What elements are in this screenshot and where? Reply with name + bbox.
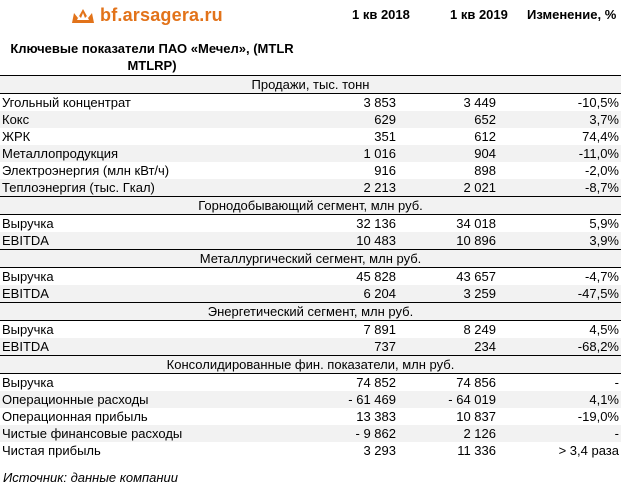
row-label: Выручка (0, 215, 298, 233)
row-label: Угольный концентрат (0, 94, 298, 112)
value-2018: 32 136 (298, 215, 398, 233)
row-label: EBITDA (0, 338, 298, 356)
row-label: Кокс (0, 111, 298, 128)
value-2019: 11 336 (457, 443, 496, 458)
table-row (0, 408, 621, 425)
value-2018: 629 (298, 111, 398, 128)
change-value: - (498, 374, 621, 392)
site-logo (70, 5, 223, 26)
value-2019: 8 249 (398, 321, 498, 339)
section-label: Энергетический сегмент, млн руб. (0, 303, 621, 321)
table-row (0, 285, 621, 303)
value-2019: 234 (398, 338, 498, 356)
source-note: Источник: данные компании (3, 470, 179, 485)
change-value: > 3,4 раза (558, 443, 619, 458)
value-2018: 74 852 (298, 374, 398, 392)
row-label: Выручка (0, 268, 298, 286)
table-row (0, 94, 621, 112)
change-value: 3,7% (498, 111, 621, 128)
section-label: Продажи, тыс. тонн (0, 76, 621, 94)
value-2019: 612 (474, 129, 496, 144)
value-2019: 10 896 (398, 232, 498, 250)
table-row (0, 232, 621, 250)
value-2019: 3 259 (398, 285, 498, 303)
value-2018: 1 016 (298, 145, 398, 162)
table-row (0, 215, 621, 233)
change-value: -10,5% (498, 94, 621, 112)
change-value: -2,0% (585, 163, 619, 178)
table-title: Ключевые показатели ПАО «Мечел», (MTLR MTLRP) (10, 41, 294, 73)
change-value: -8,7% (498, 179, 621, 197)
table-row (0, 374, 621, 392)
row-label: Металлопродукция (0, 145, 298, 162)
value-2018: 10 483 (298, 232, 398, 250)
table-row (0, 391, 621, 408)
change-value: -68,2% (498, 338, 621, 356)
value-2018: 13 383 (356, 409, 396, 424)
value-2018: 7 891 (298, 321, 398, 339)
change-value: -11,0% (498, 145, 621, 162)
value-2019: 2 126 (398, 425, 498, 442)
table-row (0, 425, 621, 442)
value-2018: - 61 469 (298, 391, 398, 408)
row-label: Выручка (0, 374, 298, 392)
change-value: 4,5% (498, 321, 621, 339)
section-label: Консолидированные фин. показатели, млн руб. (0, 356, 621, 374)
value-2018: 3 293 (363, 443, 396, 458)
table-row (0, 442, 621, 459)
row-label: EBITDA (0, 285, 298, 303)
row-label: Операционные расходы (0, 391, 298, 408)
value-2019: 2 021 (398, 179, 498, 197)
value-2019: 10 837 (456, 409, 496, 424)
change-value: - (498, 425, 621, 442)
change-value: -4,7% (498, 268, 621, 286)
section-header-row (0, 250, 621, 268)
value-2019: 74 856 (398, 374, 498, 392)
change-value: -19,0% (577, 409, 619, 424)
row-label: EBITDA (0, 232, 298, 250)
table-row (0, 162, 621, 179)
section-label: Металлургический сегмент, млн руб. (0, 250, 621, 268)
value-2018: 3 853 (298, 94, 398, 112)
value-2018: 2 213 (298, 179, 398, 197)
row-label: Чистые финансовые расходы (0, 425, 298, 442)
table-row (0, 268, 621, 286)
value-2019: 43 657 (398, 268, 498, 286)
column-header-change: Изменение, % (527, 7, 617, 22)
change-value: 74,4% (582, 129, 619, 144)
value-2018: 45 828 (298, 268, 398, 286)
table-row (0, 145, 621, 162)
value-2018: 351 (374, 129, 396, 144)
row-label: Операционная прибыль (2, 409, 148, 424)
value-2019: 3 449 (398, 94, 498, 112)
change-value: -47,5% (498, 285, 621, 303)
value-2018: 737 (298, 338, 398, 356)
table-row (0, 179, 621, 197)
value-2019: 652 (398, 111, 498, 128)
indicators-table (0, 75, 621, 459)
row-label: Электроэнергия (млн кВт/ч) (2, 163, 170, 178)
change-value: 4,1% (498, 391, 621, 408)
section-header-row (0, 356, 621, 374)
section-header-row (0, 303, 621, 321)
logo-text: bf.arsagera.ru (100, 5, 223, 25)
value-2019: - 64 019 (398, 391, 498, 408)
table-row (0, 111, 621, 128)
table-row (0, 128, 621, 145)
row-label: Теплоэнергия (тыс. Гкал) (0, 179, 298, 197)
section-header-row (0, 197, 621, 215)
value-2019: 34 018 (398, 215, 498, 233)
section-label: Горнодобывающий сегмент, млн руб. (0, 197, 621, 215)
value-2018: - 9 862 (298, 425, 398, 442)
crown-icon (70, 6, 96, 26)
column-header-2019: 1 кв 2019 (450, 7, 508, 22)
value-2019: 898 (474, 163, 496, 178)
section-header-row (0, 76, 621, 94)
value-2018: 6 204 (298, 285, 398, 303)
column-header-2018: 1 кв 2018 (352, 7, 410, 22)
value-2018: 916 (374, 163, 396, 178)
row-label: ЖРК (2, 129, 31, 144)
table-row (0, 338, 621, 356)
row-label: Выручка (0, 321, 298, 339)
row-label: Чистая прибыль (2, 443, 101, 458)
change-value: 5,9% (498, 215, 621, 233)
table-row (0, 321, 621, 339)
value-2019: 904 (398, 145, 498, 162)
change-value: 3,9% (498, 232, 621, 250)
